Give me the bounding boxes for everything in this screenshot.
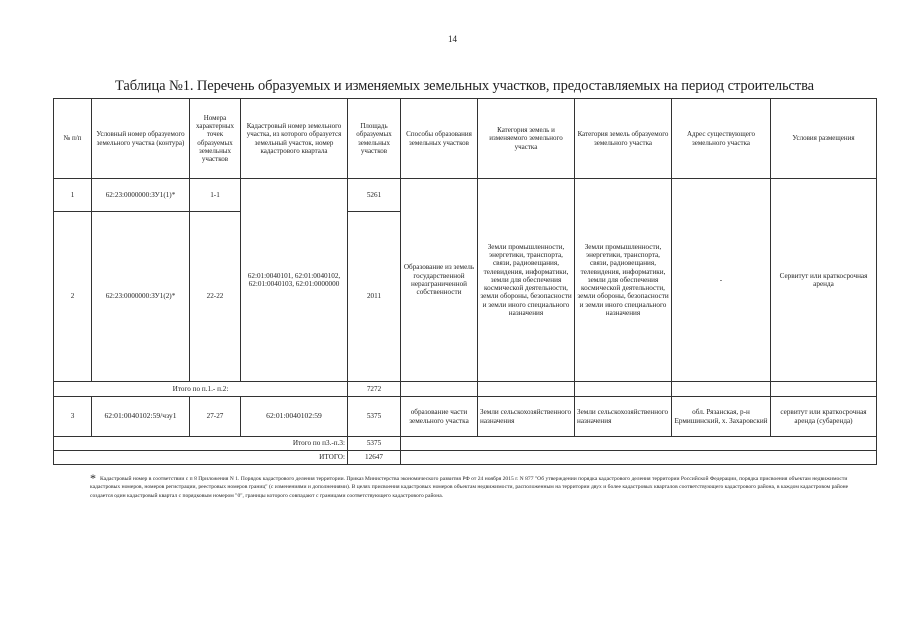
merged-conditions: Сервитут или краткосрочная аренда (771, 179, 877, 382)
subtotal1-area: 7272 (348, 382, 401, 397)
row1-conditional-number: 62:23:0000000:ЗУ1(1)* (92, 179, 190, 212)
header-points: Номера характерных точек образуемых земельных участков (190, 99, 241, 179)
table-title: Таблица №1. Перечень образуемых и изменяемых земельных участков, предоставляемых на период строительства (115, 78, 814, 94)
row1-num: 1 (54, 179, 92, 212)
table-row (54, 397, 877, 437)
merged-address: - (672, 179, 771, 382)
header-area: Площадь образуемых земельных участков (348, 99, 401, 179)
subtotal1-label: Итого по п.1.- п.2: (54, 382, 348, 397)
header-conditions: Условия размещения (771, 99, 877, 179)
row1-points: 1-1 (190, 179, 241, 212)
row3-num: 3 (54, 397, 92, 437)
row3-category-changed: Земли сельскохозяйственного назначения (478, 397, 575, 437)
footnote-text: Кадастровый номер в соответствии с п 8 Приложения N 1. Порядок кадастрового деления территории. Приказ Министерства экономического развития РФ от 24 ноября 2015 г. N 877 "Об утверждении порядка кадастрового деления территории Российской Федерации, порядка присвоения объектам недвижимости кадастровых номеров, номеров регистрации, реестровых номеров границ" (с изменениями и дополнениями). В целях присвоения кадастровых номеров объектам недвижимости, расположенным на территории двух и более кадастровых кварталов соответствующего кадастрового района, в каждом кадастровом районе создается один кадастровый квартал с порядковым номером "0", границы которого совпадают с границами соответствующего кадастрового района. (90, 476, 849, 499)
row2-conditional-number: 62:23:0000000:ЗУ1(2)* (92, 212, 190, 382)
row2-num: 2 (54, 212, 92, 382)
subtotal-row (54, 437, 877, 451)
row3-cadastral: 62:01:0040102:59 (241, 397, 348, 437)
header-method: Способы образования земельных участков (401, 99, 478, 179)
header-address: Адрес существующего земельного участка (672, 99, 771, 179)
subtotal2-label: Итого по п3.-п.3: (54, 437, 348, 451)
land-plots-table (53, 98, 877, 465)
header-row (54, 99, 877, 179)
subtotal-row (54, 382, 877, 397)
total-row (54, 451, 877, 465)
row3-conditions: сервитут или краткосрочная аренда (субаренда) (771, 397, 877, 437)
row1-area: 5261 (348, 179, 401, 212)
merged-method: Образование из земель государственной неразграниченной собственности (401, 179, 478, 382)
total-area: 12647 (348, 451, 401, 465)
footnote-star: * (90, 471, 96, 485)
row3-category-formed: Земли сельскохозяйственного назначения (575, 397, 672, 437)
row3-address: обл. Рязанская, р-н Ермишинский, х. Захаровский (672, 397, 771, 437)
row2-area: 2011 (348, 212, 401, 382)
total-label: ИТОГО: (54, 451, 348, 465)
header-category-changed: Категория земель и изменяемого земельного участка (478, 99, 575, 179)
table-row (54, 179, 877, 212)
row2-points: 22-22 (190, 212, 241, 382)
page-number: 14 (448, 34, 457, 44)
row3-area: 5375 (348, 397, 401, 437)
merged-cadastral: 62:01:0040101, 62:01:0040102, 62:01:0040103, 62:01:0000000 (241, 179, 348, 382)
header-num: № п/п (54, 99, 92, 179)
row3-method: образование части земельного участка (401, 397, 478, 437)
footnote (90, 471, 870, 500)
row3-points: 27-27 (190, 397, 241, 437)
header-conditional-number: Условный номер образуемого земельного участка (контура) (92, 99, 190, 179)
merged-category-changed: Земли промышленности, энергетики, транспорта, связи, радиовещания, телевидения, информатики, земли для обеспечения космической деятельности, земли обороны, безопасности и земли иного специального назначения (478, 179, 575, 382)
header-cadastral: Кадастровый номер земельного участка, из которого образуется земельный участок, номер кадастрового квартала (241, 99, 348, 179)
row3-conditional-number: 62:01:0040102:59/чзу1 (92, 397, 190, 437)
subtotal2-area: 5375 (348, 437, 401, 451)
header-category-formed: Категория земель образуемого земельного участка (575, 99, 672, 179)
merged-category-formed: Земли промышленности, энергетики, транспорта, связи, радиовещания, телевидения, информатики, земли для обеспечения космической деятельности, земли обороны, безопасности и земли иного специального назначения (575, 179, 672, 382)
